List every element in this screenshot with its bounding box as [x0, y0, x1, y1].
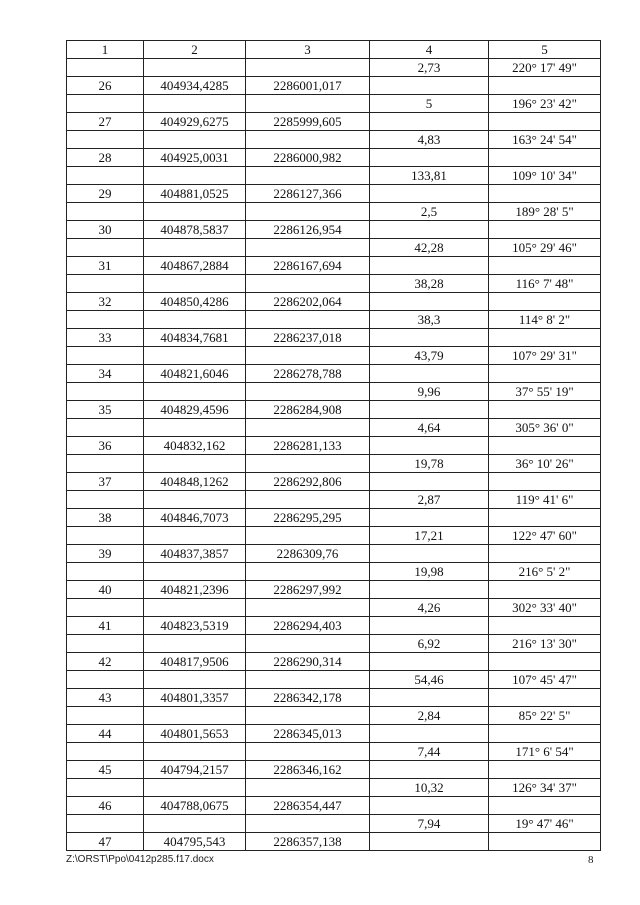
bearing-cell	[489, 329, 601, 347]
distance-cell	[370, 77, 489, 95]
table-row	[67, 527, 601, 545]
column-header-5: 5	[489, 41, 601, 59]
bearing-cell	[489, 689, 601, 707]
table-row	[67, 797, 601, 815]
y-coordinate-cell: 2286345,013	[246, 725, 370, 743]
distance-cell	[370, 689, 489, 707]
x-coordinate-cell	[144, 203, 246, 221]
distance-cell: 7,94	[370, 815, 489, 833]
x-coordinate-cell	[144, 671, 246, 689]
distance-cell: 7,44	[370, 743, 489, 761]
table-row	[67, 653, 601, 671]
point-number-cell: 28	[67, 149, 144, 167]
y-coordinate-cell: 2286292,806	[246, 473, 370, 491]
table-row	[67, 203, 601, 221]
bearing-cell	[489, 509, 601, 527]
bearing-cell: 220° 17' 49"	[489, 59, 601, 77]
bearing-cell: 116° 7' 48"	[489, 275, 601, 293]
x-coordinate-cell	[144, 59, 246, 77]
table-row	[67, 275, 601, 293]
bearing-cell	[489, 725, 601, 743]
y-coordinate-cell	[246, 167, 370, 185]
bearing-cell: 109° 10' 34"	[489, 167, 601, 185]
table-row	[67, 383, 601, 401]
y-coordinate-cell: 2286281,133	[246, 437, 370, 455]
point-number-cell	[67, 383, 144, 401]
point-number-cell: 29	[67, 185, 144, 203]
table-row	[67, 815, 601, 833]
distance-cell	[370, 257, 489, 275]
point-number-cell: 39	[67, 545, 144, 563]
point-number-cell: 42	[67, 653, 144, 671]
bearing-cell	[489, 617, 601, 635]
bearing-cell	[489, 365, 601, 383]
distance-cell: 5	[370, 95, 489, 113]
table-row	[67, 833, 601, 851]
y-coordinate-cell: 2286354,447	[246, 797, 370, 815]
column-header-3: 3	[246, 41, 370, 59]
x-coordinate-cell: 404829,4596	[144, 401, 246, 419]
x-coordinate-cell	[144, 131, 246, 149]
point-number-cell: 46	[67, 797, 144, 815]
distance-cell: 19,98	[370, 563, 489, 581]
y-coordinate-cell: 2286342,178	[246, 689, 370, 707]
distance-cell	[370, 401, 489, 419]
y-coordinate-cell	[246, 707, 370, 725]
y-coordinate-cell	[246, 743, 370, 761]
table-row	[67, 563, 601, 581]
bearing-cell: 196° 23' 42"	[489, 95, 601, 113]
point-number-cell	[67, 815, 144, 833]
point-number-cell	[67, 707, 144, 725]
point-number-cell	[67, 491, 144, 509]
bearing-cell: 36° 10' 26"	[489, 455, 601, 473]
y-coordinate-cell	[246, 95, 370, 113]
x-coordinate-cell	[144, 635, 246, 653]
distance-cell: 17,21	[370, 527, 489, 545]
bearing-cell: 302° 33' 40"	[489, 599, 601, 617]
point-number-cell	[67, 635, 144, 653]
x-coordinate-cell	[144, 455, 246, 473]
table-row	[67, 347, 601, 365]
table-row	[67, 185, 601, 203]
bearing-cell: 163° 24' 54"	[489, 131, 601, 149]
point-number-cell	[67, 563, 144, 581]
distance-cell: 2,5	[370, 203, 489, 221]
footer-file-path: Z:\ORST\Ppo\0412p285.f17.docx	[66, 854, 214, 865]
page-number: 8	[588, 854, 594, 866]
point-number-cell	[67, 275, 144, 293]
distance-cell	[370, 797, 489, 815]
bearing-cell: 37° 55' 19"	[489, 383, 601, 401]
distance-cell	[370, 113, 489, 131]
y-coordinate-cell: 2286309,76	[246, 545, 370, 563]
x-coordinate-cell: 404925,0031	[144, 149, 246, 167]
distance-cell	[370, 725, 489, 743]
y-coordinate-cell	[246, 527, 370, 545]
bearing-cell	[489, 221, 601, 239]
x-coordinate-cell	[144, 419, 246, 437]
x-coordinate-cell: 404881,0525	[144, 185, 246, 203]
point-number-cell	[67, 527, 144, 545]
point-number-cell: 40	[67, 581, 144, 599]
table-row	[67, 707, 601, 725]
y-coordinate-cell	[246, 239, 370, 257]
table-row	[67, 671, 601, 689]
table-row	[67, 455, 601, 473]
bearing-cell: 114° 8' 2"	[489, 311, 601, 329]
table-row	[67, 437, 601, 455]
bearing-cell: 122° 47' 60"	[489, 527, 601, 545]
distance-cell: 2,73	[370, 59, 489, 77]
x-coordinate-cell	[144, 275, 246, 293]
point-number-cell: 41	[67, 617, 144, 635]
distance-cell: 4,26	[370, 599, 489, 617]
distance-cell: 19,78	[370, 455, 489, 473]
bearing-cell	[489, 149, 601, 167]
bearing-cell: 305° 36' 0"	[489, 419, 601, 437]
point-number-cell: 35	[67, 401, 144, 419]
coordinates-table	[66, 40, 601, 851]
point-number-cell	[67, 347, 144, 365]
point-number-cell: 44	[67, 725, 144, 743]
table-row	[67, 167, 601, 185]
y-coordinate-cell	[246, 203, 370, 221]
distance-cell	[370, 761, 489, 779]
distance-cell	[370, 437, 489, 455]
bearing-cell	[489, 113, 601, 131]
y-coordinate-cell	[246, 275, 370, 293]
x-coordinate-cell	[144, 527, 246, 545]
distance-cell	[370, 221, 489, 239]
distance-cell: 6,92	[370, 635, 489, 653]
x-coordinate-cell: 404823,5319	[144, 617, 246, 635]
y-coordinate-cell	[246, 311, 370, 329]
table-row	[67, 293, 601, 311]
x-coordinate-cell: 404934,4285	[144, 77, 246, 95]
distance-cell: 4,64	[370, 419, 489, 437]
point-number-cell: 36	[67, 437, 144, 455]
x-coordinate-cell	[144, 743, 246, 761]
x-coordinate-cell: 404788,0675	[144, 797, 246, 815]
distance-cell: 4,83	[370, 131, 489, 149]
y-coordinate-cell: 2286167,694	[246, 257, 370, 275]
y-coordinate-cell: 2286284,908	[246, 401, 370, 419]
table-row	[67, 59, 601, 77]
y-coordinate-cell: 2286127,366	[246, 185, 370, 203]
distance-cell: 42,28	[370, 239, 489, 257]
distance-cell: 38,3	[370, 311, 489, 329]
x-coordinate-cell: 404801,3357	[144, 689, 246, 707]
distance-cell	[370, 473, 489, 491]
point-number-cell: 32	[67, 293, 144, 311]
column-header-4: 4	[370, 41, 489, 59]
bearing-cell	[489, 77, 601, 95]
point-number-cell	[67, 419, 144, 437]
x-coordinate-cell	[144, 599, 246, 617]
x-coordinate-cell	[144, 815, 246, 833]
point-number-cell: 27	[67, 113, 144, 131]
bearing-cell	[489, 797, 601, 815]
distance-cell: 2,84	[370, 707, 489, 725]
table-row	[67, 95, 601, 113]
table-row	[67, 617, 601, 635]
bearing-cell	[489, 185, 601, 203]
x-coordinate-cell	[144, 95, 246, 113]
table-row	[67, 725, 601, 743]
table-row	[67, 311, 601, 329]
distance-cell: 38,28	[370, 275, 489, 293]
distance-cell	[370, 293, 489, 311]
point-number-cell	[67, 59, 144, 77]
table-row	[67, 635, 601, 653]
bearing-cell: 107° 45' 47"	[489, 671, 601, 689]
distance-cell: 9,96	[370, 383, 489, 401]
point-number-cell	[67, 599, 144, 617]
bearing-cell: 216° 5' 2"	[489, 563, 601, 581]
distance-cell: 133,81	[370, 167, 489, 185]
table-row	[67, 77, 601, 95]
y-coordinate-cell: 2286000,982	[246, 149, 370, 167]
bearing-cell: 171° 6' 54"	[489, 743, 601, 761]
x-coordinate-cell: 404795,543	[144, 833, 246, 851]
x-coordinate-cell: 404801,5653	[144, 725, 246, 743]
x-coordinate-cell	[144, 779, 246, 797]
y-coordinate-cell	[246, 635, 370, 653]
table-row	[67, 149, 601, 167]
x-coordinate-cell	[144, 311, 246, 329]
x-coordinate-cell: 404794,2157	[144, 761, 246, 779]
table-row	[67, 401, 601, 419]
y-coordinate-cell	[246, 59, 370, 77]
y-coordinate-cell: 2286357,138	[246, 833, 370, 851]
y-coordinate-cell: 2286237,018	[246, 329, 370, 347]
y-coordinate-cell	[246, 347, 370, 365]
distance-cell	[370, 509, 489, 527]
bearing-cell: 19° 47' 46"	[489, 815, 601, 833]
x-coordinate-cell: 404821,2396	[144, 581, 246, 599]
x-coordinate-cell: 404817,9506	[144, 653, 246, 671]
table-row	[67, 329, 601, 347]
bearing-cell	[489, 257, 601, 275]
table-header-row	[67, 41, 601, 59]
distance-cell	[370, 545, 489, 563]
y-coordinate-cell: 2286278,788	[246, 365, 370, 383]
x-coordinate-cell	[144, 707, 246, 725]
y-coordinate-cell: 2286126,954	[246, 221, 370, 239]
y-coordinate-cell	[246, 671, 370, 689]
x-coordinate-cell: 404848,1262	[144, 473, 246, 491]
table-row	[67, 221, 601, 239]
point-number-cell: 26	[67, 77, 144, 95]
x-coordinate-cell: 404821,6046	[144, 365, 246, 383]
distance-cell	[370, 329, 489, 347]
table-row	[67, 113, 601, 131]
table-row	[67, 473, 601, 491]
distance-cell	[370, 833, 489, 851]
bearing-cell: 216° 13' 30"	[489, 635, 601, 653]
point-number-cell: 37	[67, 473, 144, 491]
point-number-cell	[67, 743, 144, 761]
y-coordinate-cell: 2286295,295	[246, 509, 370, 527]
bearing-cell	[489, 653, 601, 671]
y-coordinate-cell: 2286290,314	[246, 653, 370, 671]
x-coordinate-cell: 404867,2884	[144, 257, 246, 275]
point-number-cell	[67, 671, 144, 689]
bearing-cell	[489, 401, 601, 419]
table-row	[67, 257, 601, 275]
table-body	[67, 59, 601, 851]
distance-cell	[370, 365, 489, 383]
distance-cell	[370, 149, 489, 167]
bearing-cell: 119° 41' 6"	[489, 491, 601, 509]
y-coordinate-cell: 2286297,992	[246, 581, 370, 599]
point-number-cell: 38	[67, 509, 144, 527]
bearing-cell	[489, 473, 601, 491]
y-coordinate-cell	[246, 599, 370, 617]
y-coordinate-cell	[246, 815, 370, 833]
distance-cell: 10,32	[370, 779, 489, 797]
point-number-cell	[67, 95, 144, 113]
point-number-cell	[67, 779, 144, 797]
x-coordinate-cell	[144, 239, 246, 257]
table-row	[67, 779, 601, 797]
bearing-cell	[489, 293, 601, 311]
y-coordinate-cell: 2286202,064	[246, 293, 370, 311]
table-row	[67, 239, 601, 257]
x-coordinate-cell: 404834,7681	[144, 329, 246, 347]
table-row	[67, 365, 601, 383]
y-coordinate-cell	[246, 455, 370, 473]
point-number-cell: 30	[67, 221, 144, 239]
point-number-cell: 31	[67, 257, 144, 275]
point-number-cell	[67, 167, 144, 185]
y-coordinate-cell	[246, 383, 370, 401]
bearing-cell	[489, 581, 601, 599]
y-coordinate-cell: 2285999,605	[246, 113, 370, 131]
point-number-cell	[67, 455, 144, 473]
y-coordinate-cell	[246, 491, 370, 509]
bearing-cell	[489, 833, 601, 851]
distance-cell	[370, 653, 489, 671]
table-row	[67, 545, 601, 563]
point-number-cell: 43	[67, 689, 144, 707]
column-header-1: 1	[67, 41, 144, 59]
bearing-cell: 126° 34' 37"	[489, 779, 601, 797]
y-coordinate-cell	[246, 563, 370, 581]
point-number-cell: 47	[67, 833, 144, 851]
point-number-cell	[67, 239, 144, 257]
bearing-cell: 105° 29' 46"	[489, 239, 601, 257]
bearing-cell	[489, 545, 601, 563]
table-row	[67, 689, 601, 707]
x-coordinate-cell: 404878,5837	[144, 221, 246, 239]
distance-cell	[370, 617, 489, 635]
point-number-cell: 45	[67, 761, 144, 779]
bearing-cell	[489, 761, 601, 779]
y-coordinate-cell	[246, 419, 370, 437]
bearing-cell	[489, 437, 601, 455]
x-coordinate-cell	[144, 491, 246, 509]
distance-cell: 43,79	[370, 347, 489, 365]
y-coordinate-cell: 2286001,017	[246, 77, 370, 95]
distance-cell	[370, 185, 489, 203]
table-row	[67, 743, 601, 761]
point-number-cell: 33	[67, 329, 144, 347]
x-coordinate-cell	[144, 563, 246, 581]
table-row	[67, 131, 601, 149]
y-coordinate-cell	[246, 131, 370, 149]
table-row	[67, 581, 601, 599]
bearing-cell: 107° 29' 31"	[489, 347, 601, 365]
distance-cell	[370, 581, 489, 599]
table-row	[67, 491, 601, 509]
y-coordinate-cell: 2286294,403	[246, 617, 370, 635]
column-header-2: 2	[144, 41, 246, 59]
point-number-cell	[67, 311, 144, 329]
table-row	[67, 599, 601, 617]
table-row	[67, 419, 601, 437]
x-coordinate-cell: 404846,7073	[144, 509, 246, 527]
point-number-cell	[67, 131, 144, 149]
table-row	[67, 509, 601, 527]
bearing-cell: 189° 28' 5"	[489, 203, 601, 221]
x-coordinate-cell: 404837,3857	[144, 545, 246, 563]
point-number-cell	[67, 203, 144, 221]
y-coordinate-cell	[246, 779, 370, 797]
y-coordinate-cell: 2286346,162	[246, 761, 370, 779]
x-coordinate-cell: 404850,4286	[144, 293, 246, 311]
bearing-cell: 85° 22' 5"	[489, 707, 601, 725]
point-number-cell: 34	[67, 365, 144, 383]
distance-cell: 54,46	[370, 671, 489, 689]
table-row	[67, 761, 601, 779]
x-coordinate-cell	[144, 347, 246, 365]
distance-cell: 2,87	[370, 491, 489, 509]
x-coordinate-cell	[144, 167, 246, 185]
x-coordinate-cell	[144, 383, 246, 401]
x-coordinate-cell: 404832,162	[144, 437, 246, 455]
x-coordinate-cell: 404929,6275	[144, 113, 246, 131]
